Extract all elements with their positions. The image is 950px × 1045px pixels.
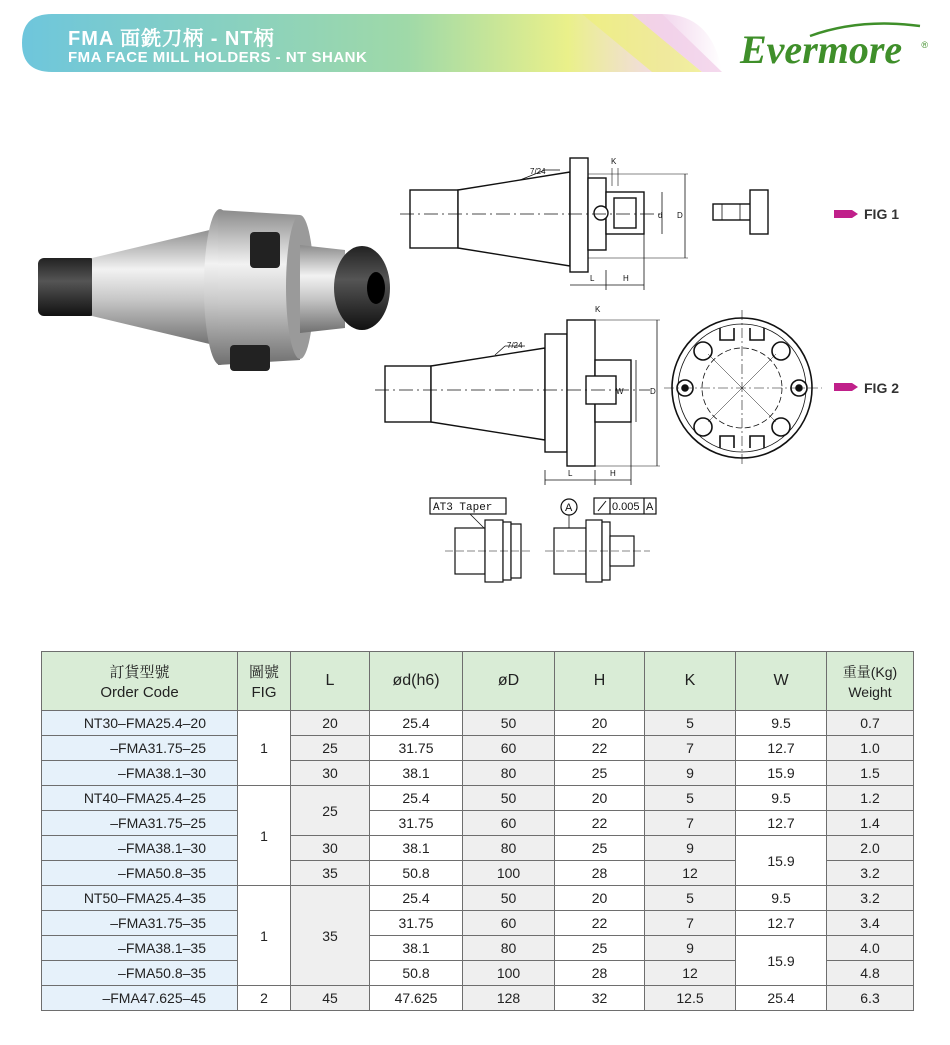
- fig1-key-drawing: [713, 190, 768, 234]
- cell-K: 12: [645, 861, 736, 886]
- cell-L: 25: [291, 736, 370, 761]
- fig1-arrow-icon: [834, 210, 858, 218]
- cell-weight: 1.0: [827, 736, 914, 761]
- cell-K: 7: [645, 811, 736, 836]
- cell-D: 80: [463, 936, 555, 961]
- cell-H: 22: [555, 811, 645, 836]
- figure-area: [0, 140, 950, 600]
- table-row: [42, 786, 914, 811]
- cell-W: 25.4: [736, 986, 827, 1011]
- cell-D: 60: [463, 736, 555, 761]
- cell-d: 31.75: [370, 736, 463, 761]
- fig1-taper-note: 7/24: [530, 167, 546, 176]
- product-photo: [38, 209, 390, 371]
- cell-W: 9.5: [736, 786, 827, 811]
- fig2-label: FIG 2: [864, 380, 900, 396]
- cell-D: 60: [463, 911, 555, 936]
- cell-d: 50.8: [370, 861, 463, 886]
- cell-d: 38.1: [370, 836, 463, 861]
- cell-weight: 2.0: [827, 836, 914, 861]
- header-banner: [22, 14, 722, 72]
- title-chinese: FMA 面銑刀柄 - NT柄: [68, 28, 275, 50]
- fig1-dim-d: d: [658, 211, 663, 220]
- cell-K: 12.5: [645, 986, 736, 1011]
- cell-K: 9: [645, 761, 736, 786]
- registered-mark: ®: [921, 40, 928, 50]
- brand-name: Evermore: [740, 27, 903, 72]
- cell-K: 5: [645, 711, 736, 736]
- taper-box-text: AT3 Taper: [433, 502, 493, 514]
- cell-W: 15.9: [736, 761, 827, 786]
- order-code: –FMA31.75–35: [42, 911, 238, 936]
- cell-K: 5: [645, 886, 736, 911]
- fig-number: 1: [238, 786, 291, 886]
- spec-table: [41, 651, 914, 1011]
- cell-L: 25: [291, 786, 370, 836]
- cell-H: 25: [555, 761, 645, 786]
- cell-W: 9.5: [736, 711, 827, 736]
- cell-D: 50: [463, 886, 555, 911]
- cell-d: 25.4: [370, 886, 463, 911]
- table-row: [42, 711, 914, 736]
- cell-H: 25: [555, 836, 645, 861]
- header-d: ød(h6): [370, 652, 463, 711]
- fig-number: 2: [238, 986, 291, 1011]
- cell-D: 100: [463, 861, 555, 886]
- cell-W: 15.9: [736, 836, 827, 886]
- cell-D: 80: [463, 761, 555, 786]
- brand-logo: [740, 20, 930, 76]
- fig1-dim-L: L: [590, 274, 595, 283]
- cell-H: 28: [555, 961, 645, 986]
- fig-number: 1: [238, 886, 291, 986]
- cell-W: 15.9: [736, 936, 827, 986]
- header-L: L: [291, 652, 370, 711]
- cell-d: 38.1: [370, 936, 463, 961]
- table-row: [42, 986, 914, 1011]
- order-code: NT50–FMA25.4–35: [42, 886, 238, 911]
- cell-weight: 4.0: [827, 936, 914, 961]
- header-order-code: 訂貨型號 Order Code: [42, 652, 238, 711]
- order-code: –FMA47.625–45: [42, 986, 238, 1011]
- fig2-dim-W: W: [616, 387, 624, 396]
- fig2-dim-L: L: [568, 469, 573, 478]
- cell-L: 20: [291, 711, 370, 736]
- cell-weight: 1.5: [827, 761, 914, 786]
- fig1-dim-K: K: [611, 157, 617, 166]
- cell-K: 5: [645, 786, 736, 811]
- cell-K: 7: [645, 911, 736, 936]
- cell-d: 31.75: [370, 811, 463, 836]
- header-fig: 圖號 FIG: [238, 652, 291, 711]
- cell-d: 25.4: [370, 711, 463, 736]
- cell-weight: 0.7: [827, 711, 914, 736]
- table-header-row: [42, 652, 914, 711]
- cell-H: 20: [555, 786, 645, 811]
- fig2-arrow-icon: [834, 383, 858, 391]
- fig-number: 1: [238, 711, 291, 786]
- table-row: [42, 886, 914, 911]
- cell-H: 22: [555, 736, 645, 761]
- cell-D: 128: [463, 986, 555, 1011]
- cell-d: 50.8: [370, 961, 463, 986]
- order-code: –FMA31.75–25: [42, 811, 238, 836]
- table-row: [42, 811, 914, 836]
- fig1-label: FIG 1: [864, 206, 900, 222]
- fig2-dim-K: K: [595, 305, 601, 314]
- fig1-dim-D: D: [677, 211, 683, 220]
- cell-weight: 4.8: [827, 961, 914, 986]
- cell-K: 12: [645, 961, 736, 986]
- order-code: –FMA38.1–35: [42, 936, 238, 961]
- fig1-drawing: [400, 158, 688, 290]
- cell-H: 25: [555, 936, 645, 961]
- header-W: W: [736, 652, 827, 711]
- datum-circle-label: A: [565, 502, 573, 514]
- table-row: [42, 911, 914, 936]
- cell-L: 30: [291, 836, 370, 861]
- runout-datum: A: [646, 501, 654, 513]
- cell-W: 12.7: [736, 911, 827, 936]
- header-D: øD: [463, 652, 555, 711]
- cell-L: 45: [291, 986, 370, 1011]
- cell-D: 100: [463, 961, 555, 986]
- cell-W: 12.7: [736, 811, 827, 836]
- header-weight: 重量(Kg) Weight: [827, 652, 914, 711]
- fig2-front-view: [664, 310, 822, 466]
- technical-drawings: [0, 140, 950, 600]
- cell-weight: 1.4: [827, 811, 914, 836]
- cell-H: 28: [555, 861, 645, 886]
- fig2-dim-D: D: [650, 387, 656, 396]
- header-K: K: [645, 652, 736, 711]
- fig2-dim-H: H: [610, 469, 616, 478]
- cell-d: 38.1: [370, 761, 463, 786]
- cell-d: 47.625: [370, 986, 463, 1011]
- cell-L: 35: [291, 886, 370, 986]
- order-code: NT40–FMA25.4–25: [42, 786, 238, 811]
- cell-K: 7: [645, 736, 736, 761]
- runout-value: 0.005: [612, 501, 640, 513]
- order-code: –FMA50.8–35: [42, 961, 238, 986]
- order-code: –FMA50.8–35: [42, 861, 238, 886]
- cell-D: 50: [463, 711, 555, 736]
- cell-weight: 6.3: [827, 986, 914, 1011]
- cell-W: 9.5: [736, 886, 827, 911]
- cell-d: 25.4: [370, 786, 463, 811]
- table-row: [42, 936, 914, 961]
- cell-K: 9: [645, 936, 736, 961]
- order-code: NT30–FMA25.4–20: [42, 711, 238, 736]
- cell-weight: 1.2: [827, 786, 914, 811]
- cell-d: 31.75: [370, 911, 463, 936]
- cell-H: 22: [555, 911, 645, 936]
- cell-H: 20: [555, 886, 645, 911]
- table-row: [42, 836, 914, 861]
- title-english: FMA FACE MILL HOLDERS - NT SHANK: [68, 49, 368, 66]
- cell-D: 60: [463, 811, 555, 836]
- order-code: –FMA31.75–25: [42, 736, 238, 761]
- cell-W: 12.7: [736, 736, 827, 761]
- fig2-taper-note: 7/24: [507, 341, 523, 350]
- cell-K: 9: [645, 836, 736, 861]
- cell-D: 80: [463, 836, 555, 861]
- order-code: –FMA38.1–30: [42, 761, 238, 786]
- order-code: –FMA38.1–30: [42, 836, 238, 861]
- cell-weight: 3.4: [827, 911, 914, 936]
- fig1-dim-H: H: [623, 274, 629, 283]
- cell-L: 30: [291, 761, 370, 786]
- cell-weight: 3.2: [827, 861, 914, 886]
- table-row: [42, 736, 914, 761]
- cell-H: 20: [555, 711, 645, 736]
- cell-L: 35: [291, 861, 370, 886]
- cell-D: 50: [463, 786, 555, 811]
- cell-weight: 3.2: [827, 886, 914, 911]
- table-row: [42, 761, 914, 786]
- header-H: H: [555, 652, 645, 711]
- cell-H: 32: [555, 986, 645, 1011]
